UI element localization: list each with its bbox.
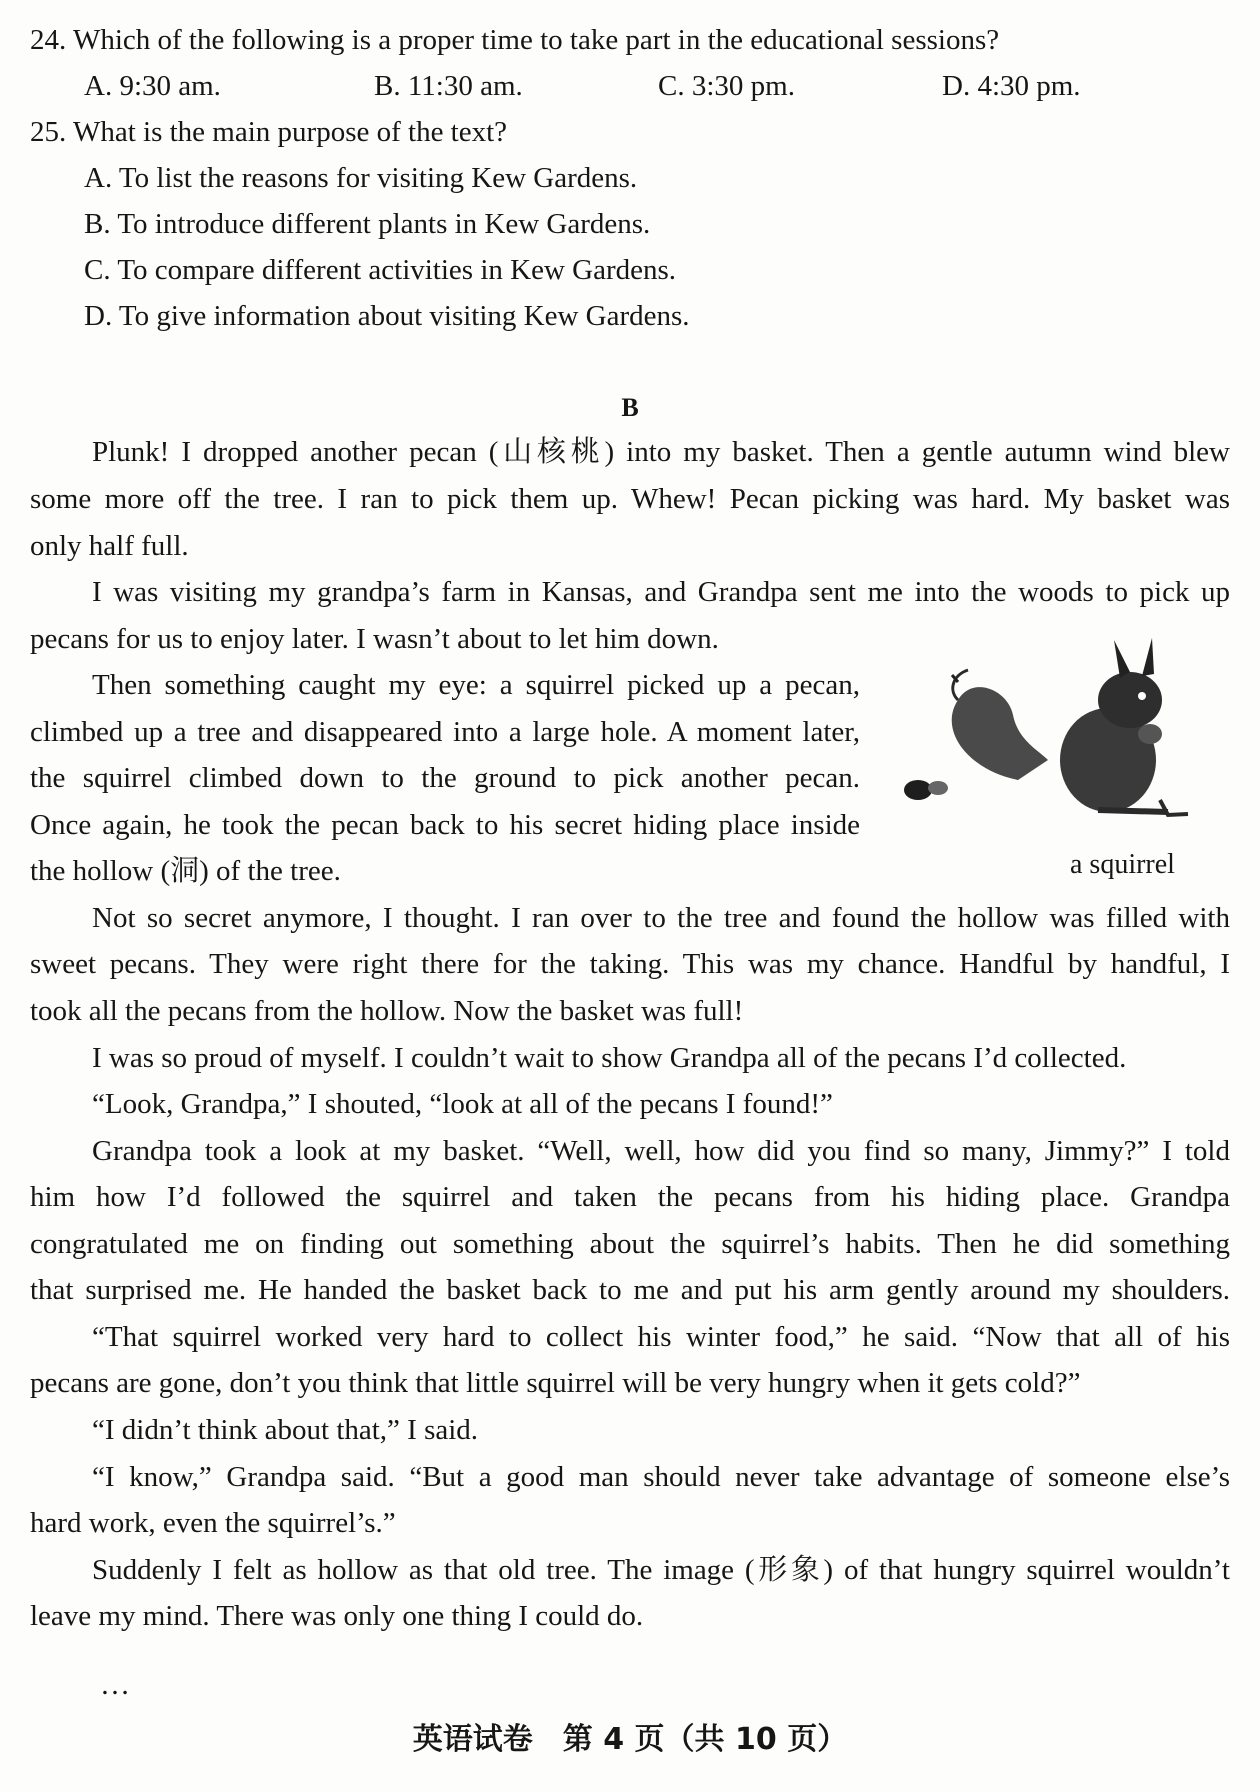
question-25-option-d: D. To give information about visiting Kew Gardens. — [84, 300, 690, 332]
question-25-option-c: C. To compare different activities in Kew Gardens. — [84, 254, 677, 286]
passage-line: only half full. — [30, 530, 189, 562]
passage-line: pecans are gone, don’t you think that little squirrel will be very hungry when it gets cold?” — [30, 1367, 1081, 1399]
passage-line: the squirrel climbed down to the ground to pick another pecan. — [30, 762, 860, 794]
passage-line: leave my mind. There was only one thing I could do. — [30, 1600, 644, 1632]
figure-caption: a squirrel — [1070, 849, 1175, 880]
passage-line: him how I’d followed the squirrel and taken the pecans from his hiding place. Grandpa — [30, 1181, 1230, 1213]
passage-line: “I didn’t think about that,” I said. — [92, 1414, 479, 1446]
passage-line: some more off the tree. I ran to pick them up. Whew! Pecan picking was hard. My basket was — [30, 483, 1230, 515]
continuation-ellipsis: … — [100, 1668, 133, 1701]
passage-line: Then something caught my eye: a squirrel picked up a pecan, — [92, 669, 860, 701]
question-24-option-d: D. 4:30 pm. — [942, 70, 1081, 102]
passage-line: Grandpa took a look at my basket. “Well, well, how did you find so many, Jimmy?” I told — [92, 1135, 1230, 1167]
squirrel-illustration — [898, 630, 1218, 830]
passage-line: the hollow (洞) of the tree. — [30, 855, 341, 887]
passage-line: Plunk! I dropped another pecan (山核桃) into my basket. Then a gentle autumn wind blew — [92, 436, 1230, 468]
passage-line: Suddenly I felt as hollow as that old tree. The image (形象) of that hungry squirrel wouldn’t — [92, 1554, 1230, 1586]
passage-line: Not so secret anymore, I thought. I ran over to the tree and found the hollow was filled with — [92, 902, 1230, 934]
question-25-option-a: A. To list the reasons for visiting Kew Gardens. — [84, 162, 638, 194]
question-25-stem: 25. What is the main purpose of the text? — [30, 116, 508, 148]
question-24-option-b: B. 11:30 am. — [374, 70, 523, 102]
passage-line: climbed up a tree and disappeared into a large hole. A moment later, — [30, 716, 860, 748]
question-24-option-a: A. 9:30 am. — [84, 70, 221, 102]
passage-line: “I know,” Grandpa said. “But a good man should never take advantage of someone else’s — [92, 1461, 1230, 1493]
passage-line: I was so proud of myself. I couldn’t wait to show Grandpa all of the pecans I’d collected. — [92, 1042, 1127, 1074]
passage-line: that surprised me. He handed the basket back to me and put his arm gently around my shoulders. — [30, 1274, 1230, 1306]
passage-line: sweet pecans. They were right there for the taking. This was my chance. Handful by handful, I — [30, 948, 1230, 980]
passage-line: hard work, even the squirrel’s.” — [30, 1507, 396, 1539]
passage-line: pecans for us to enjoy later. I wasn’t about to let him down. — [30, 623, 719, 655]
passage-line: congratulated me on finding out something about the squirrel’s habits. Then he did something — [30, 1228, 1230, 1260]
section-heading: B — [621, 393, 639, 422]
question-24-stem: 24. Which of the following is a proper time to take part in the educational sessions? — [30, 24, 1000, 56]
passage-line: Once again, he took the pecan back to his secret hiding place inside — [30, 809, 860, 841]
passage-line: I was visiting my grandpa’s farm in Kansas, and Grandpa sent me into the woods to pick up — [92, 576, 1230, 608]
page-footer: 英语试卷 第 4 页（共 10 页） — [412, 1722, 848, 1757]
passage-line: “Look, Grandpa,” I shouted, “look at all of the pecans I found!” — [92, 1088, 833, 1120]
passage-line: “That squirrel worked very hard to collect his winter food,” he said. “Now that all of his — [92, 1321, 1230, 1353]
question-25-option-b: B. To introduce different plants in Kew Gardens. — [84, 208, 651, 240]
question-24-option-c: C. 3:30 pm. — [658, 70, 795, 102]
passage-line: took all the pecans from the hollow. Now the basket was full! — [30, 995, 744, 1027]
